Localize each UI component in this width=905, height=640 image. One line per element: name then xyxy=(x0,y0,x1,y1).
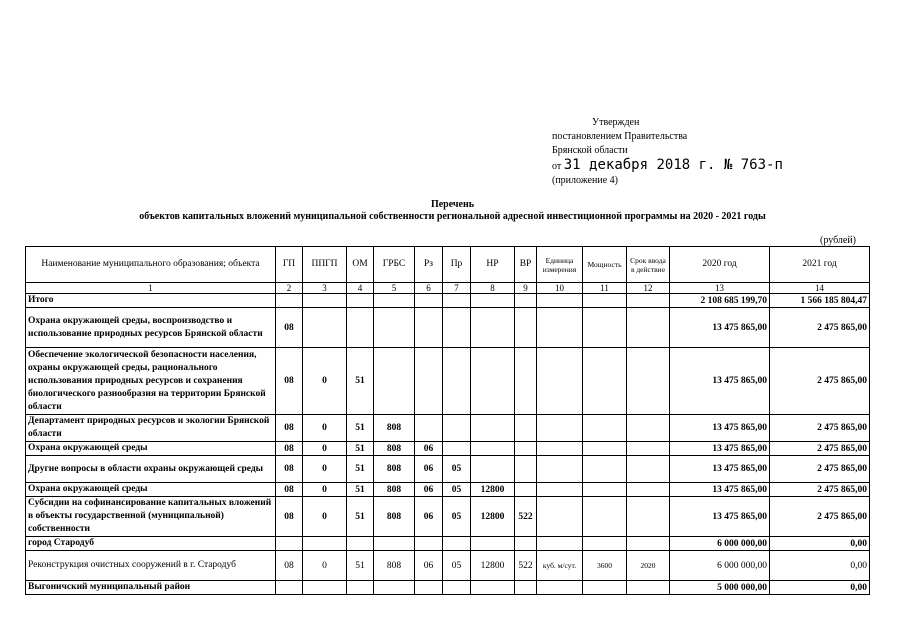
cell-nr xyxy=(471,415,515,442)
cell-vr xyxy=(515,537,537,551)
approval-block xyxy=(552,116,783,188)
column-number: 11 xyxy=(583,283,627,294)
cell-power xyxy=(583,456,627,483)
cell-2021: 0,00 xyxy=(770,551,870,581)
document-subtitle: объектов капитальных вложений муниципальной собственности региональной адресной инвестиционной программы на 2020 - 2021 годы xyxy=(139,211,766,222)
cell-om: 51 xyxy=(347,415,374,442)
cell-grbs: 808 xyxy=(374,483,415,497)
cell-pr xyxy=(443,537,471,551)
row-name: Обеспечение экологической безопасности населения, охраны окружающей среды, рационального использования природных ресурсов и сохранения биологического разнообразия на территории Брянской области xyxy=(26,348,276,415)
cell-rz: 06 xyxy=(415,551,443,581)
cell-rz xyxy=(415,537,443,551)
cell-pr xyxy=(443,415,471,442)
row-name: Реконструкция очистных сооружений в г. Стародуб xyxy=(26,551,276,581)
cell-unit xyxy=(537,483,583,497)
cell-power xyxy=(583,308,627,348)
cell-pr: 05 xyxy=(443,497,471,537)
cell-gp: 08 xyxy=(276,308,303,348)
cell-rz xyxy=(415,581,443,595)
cell-rz: 06 xyxy=(415,497,443,537)
cell-rz xyxy=(415,294,443,308)
cell-gp: 08 xyxy=(276,497,303,537)
cell-2020: 13 475 865,00 xyxy=(670,456,770,483)
header-term: Срок ввода в действие xyxy=(627,247,670,283)
column-number: 13 xyxy=(670,283,770,294)
cell-ppgp: 0 xyxy=(303,456,347,483)
table-row xyxy=(26,483,870,497)
cell-2021: 2 475 865,00 xyxy=(770,308,870,348)
cell-gp: 08 xyxy=(276,348,303,415)
cell-ppgp: 0 xyxy=(303,348,347,415)
cell-2021: 2 475 865,00 xyxy=(770,415,870,442)
header-name: Наименование муниципального образования; объекта xyxy=(26,247,276,283)
row-name: Охрана окружающей среды, воспроизводство и использование природных ресурсов Брянской области xyxy=(26,308,276,348)
cell-2021: 0,00 xyxy=(770,537,870,551)
cell-gp: 08 xyxy=(276,456,303,483)
cell-nr: 12800 xyxy=(471,497,515,537)
header-gp: ГП xyxy=(276,247,303,283)
cell-nr xyxy=(471,456,515,483)
table-row xyxy=(26,442,870,456)
cell-2020: 13 475 865,00 xyxy=(670,308,770,348)
cell-gp xyxy=(276,537,303,551)
column-number: 3 xyxy=(303,283,347,294)
approval-appendix: (приложение 4) xyxy=(552,175,618,186)
column-number: 2 xyxy=(276,283,303,294)
header-2020: 2020 год xyxy=(670,247,770,283)
approval-handwritten-date: 31 декабря 2018 г. № 763-п xyxy=(563,157,783,173)
cell-ppgp: 0 xyxy=(303,497,347,537)
cell-2020: 6 000 000,00 xyxy=(670,537,770,551)
cell-om xyxy=(347,308,374,348)
cell-grbs xyxy=(374,537,415,551)
cell-vr xyxy=(515,581,537,595)
cell-power xyxy=(583,442,627,456)
cell-gp: 08 xyxy=(276,551,303,581)
approval-date-line xyxy=(552,158,783,174)
cell-nr: 12800 xyxy=(471,483,515,497)
cell-2020: 6 000 000,00 xyxy=(670,551,770,581)
column-number: 14 xyxy=(770,283,870,294)
cell-om xyxy=(347,537,374,551)
cell-grbs xyxy=(374,348,415,415)
cell-vr xyxy=(515,456,537,483)
cell-power: 3600 xyxy=(583,551,627,581)
cell-rz: 06 xyxy=(415,483,443,497)
cell-nr xyxy=(471,442,515,456)
cell-2020: 13 475 865,00 xyxy=(670,348,770,415)
cell-term xyxy=(627,415,670,442)
cell-om: 51 xyxy=(347,456,374,483)
row-name: Итого xyxy=(26,294,276,308)
approval-line: Утвержден xyxy=(592,117,640,128)
cell-2021: 2 475 865,00 xyxy=(770,483,870,497)
cell-om: 51 xyxy=(347,442,374,456)
cell-grbs: 808 xyxy=(374,497,415,537)
cell-term xyxy=(627,442,670,456)
row-name: Субсидии на софинансирование капитальных вложений в объекты государственной (муниципальной) собственности xyxy=(26,497,276,537)
column-number: 10 xyxy=(537,283,583,294)
cell-ppgp: 0 xyxy=(303,415,347,442)
approval-line: Брянской области xyxy=(552,145,628,156)
cell-gp: 08 xyxy=(276,442,303,456)
cell-pr xyxy=(443,348,471,415)
cell-term xyxy=(627,456,670,483)
cell-term xyxy=(627,308,670,348)
cell-term: 2020 xyxy=(627,551,670,581)
cell-term xyxy=(627,348,670,415)
cell-grbs: 808 xyxy=(374,415,415,442)
cell-vr xyxy=(515,308,537,348)
cell-pr xyxy=(443,308,471,348)
cell-ppgp: 0 xyxy=(303,551,347,581)
cell-power xyxy=(583,537,627,551)
cell-term xyxy=(627,497,670,537)
cell-ppgp xyxy=(303,294,347,308)
column-number: 4 xyxy=(347,283,374,294)
table-row xyxy=(26,551,870,581)
cell-term xyxy=(627,581,670,595)
cell-unit xyxy=(537,415,583,442)
row-name: Выгоничский муниципальный район xyxy=(26,581,276,595)
cell-nr xyxy=(471,537,515,551)
cell-term xyxy=(627,537,670,551)
cell-vr xyxy=(515,483,537,497)
cell-nr xyxy=(471,348,515,415)
header-om: ОМ xyxy=(347,247,374,283)
cell-unit xyxy=(537,537,583,551)
row-name: Другие вопросы в области охраны окружающей среды xyxy=(26,456,276,483)
cell-term xyxy=(627,483,670,497)
cell-power xyxy=(583,581,627,595)
cell-power xyxy=(583,497,627,537)
cell-power xyxy=(583,348,627,415)
header-power: Мощность xyxy=(583,247,627,283)
header-nr: НР xyxy=(471,247,515,283)
column-number: 9 xyxy=(515,283,537,294)
table-row xyxy=(26,456,870,483)
cell-nr xyxy=(471,308,515,348)
cell-vr xyxy=(515,415,537,442)
cell-ppgp: 0 xyxy=(303,483,347,497)
row-name: город Стародуб xyxy=(26,537,276,551)
cell-om: 51 xyxy=(347,497,374,537)
cell-2021: 2 475 865,00 xyxy=(770,348,870,415)
cell-vr xyxy=(515,294,537,308)
cell-2020: 5 000 000,00 xyxy=(670,581,770,595)
cell-gp xyxy=(276,294,303,308)
column-number: 6 xyxy=(415,283,443,294)
column-number: 1 xyxy=(26,283,276,294)
cell-2020: 13 475 865,00 xyxy=(670,483,770,497)
header-2021: 2021 год xyxy=(770,247,870,283)
cell-pr xyxy=(443,442,471,456)
approval-date-prefix: от xyxy=(552,161,562,172)
approval-line: постановлением Правительства xyxy=(552,131,688,142)
cell-2021: 2 475 865,00 xyxy=(770,442,870,456)
cell-unit xyxy=(537,456,583,483)
cell-2020: 13 475 865,00 xyxy=(670,415,770,442)
table-row xyxy=(26,415,870,442)
cell-om: 51 xyxy=(347,483,374,497)
table-row xyxy=(26,581,870,595)
header-vr: ВР xyxy=(515,247,537,283)
cell-nr xyxy=(471,294,515,308)
cell-2020: 13 475 865,00 xyxy=(670,442,770,456)
cell-2021: 2 475 865,00 xyxy=(770,456,870,483)
cell-power xyxy=(583,415,627,442)
header-ppgp: ППГП xyxy=(303,247,347,283)
column-number: 8 xyxy=(471,283,515,294)
cell-vr xyxy=(515,442,537,456)
cell-term xyxy=(627,294,670,308)
cell-om xyxy=(347,581,374,595)
cell-grbs xyxy=(374,308,415,348)
cell-ppgp: 0 xyxy=(303,442,347,456)
cell-grbs xyxy=(374,581,415,595)
cell-unit xyxy=(537,497,583,537)
header-row xyxy=(26,247,870,283)
cell-pr: 05 xyxy=(443,551,471,581)
cell-ppgp xyxy=(303,537,347,551)
cell-ppgp xyxy=(303,308,347,348)
cell-grbs xyxy=(374,294,415,308)
cell-ppgp xyxy=(303,581,347,595)
table-row xyxy=(26,497,870,537)
cell-om: 51 xyxy=(347,551,374,581)
cell-om xyxy=(347,294,374,308)
investment-table xyxy=(25,246,870,595)
cell-unit xyxy=(537,348,583,415)
cell-2020: 2 108 685 199,70 xyxy=(670,294,770,308)
column-number: 7 xyxy=(443,283,471,294)
column-number: 12 xyxy=(627,283,670,294)
table-row xyxy=(26,348,870,415)
cell-grbs: 808 xyxy=(374,551,415,581)
table-row xyxy=(26,308,870,348)
cell-gp xyxy=(276,581,303,595)
cell-pr: 05 xyxy=(443,483,471,497)
cell-nr: 12800 xyxy=(471,551,515,581)
cell-2021: 1 566 185 804,47 xyxy=(770,294,870,308)
cell-pr xyxy=(443,294,471,308)
cell-gp: 08 xyxy=(276,483,303,497)
table-row-total xyxy=(26,294,870,308)
cell-2020: 13 475 865,00 xyxy=(670,497,770,537)
cell-unit xyxy=(537,294,583,308)
unit-note: (рублей) xyxy=(820,235,857,246)
row-name: Охрана окружающей среды xyxy=(26,483,276,497)
cell-power xyxy=(583,294,627,308)
cell-pr: 05 xyxy=(443,456,471,483)
cell-2021: 2 475 865,00 xyxy=(770,497,870,537)
cell-unit: куб. м/сут. xyxy=(537,551,583,581)
row-name: Охрана окружающей среды xyxy=(26,442,276,456)
header-grbs: ГРБС xyxy=(374,247,415,283)
cell-grbs: 808 xyxy=(374,442,415,456)
cell-2021: 0,00 xyxy=(770,581,870,595)
cell-grbs: 808 xyxy=(374,456,415,483)
document-title: Перечень xyxy=(430,199,475,210)
header-rz: Рз xyxy=(415,247,443,283)
header-pr: Пр xyxy=(443,247,471,283)
cell-rz: 06 xyxy=(415,442,443,456)
header-unit: Единица измерения xyxy=(537,247,583,283)
cell-rz: 06 xyxy=(415,456,443,483)
cell-vr xyxy=(515,348,537,415)
cell-gp: 08 xyxy=(276,415,303,442)
cell-rz xyxy=(415,415,443,442)
cell-unit xyxy=(537,308,583,348)
cell-unit xyxy=(537,442,583,456)
cell-power xyxy=(583,483,627,497)
cell-pr xyxy=(443,581,471,595)
table-row xyxy=(26,537,870,551)
cell-vr: 522 xyxy=(515,551,537,581)
cell-rz xyxy=(415,348,443,415)
cell-vr: 522 xyxy=(515,497,537,537)
cell-rz xyxy=(415,308,443,348)
cell-unit xyxy=(537,581,583,595)
cell-nr xyxy=(471,581,515,595)
cell-om: 51 xyxy=(347,348,374,415)
column-number-row xyxy=(26,283,870,294)
row-name: Департамент природных ресурсов и экологии Брянской области xyxy=(26,415,276,442)
column-number: 5 xyxy=(374,283,415,294)
